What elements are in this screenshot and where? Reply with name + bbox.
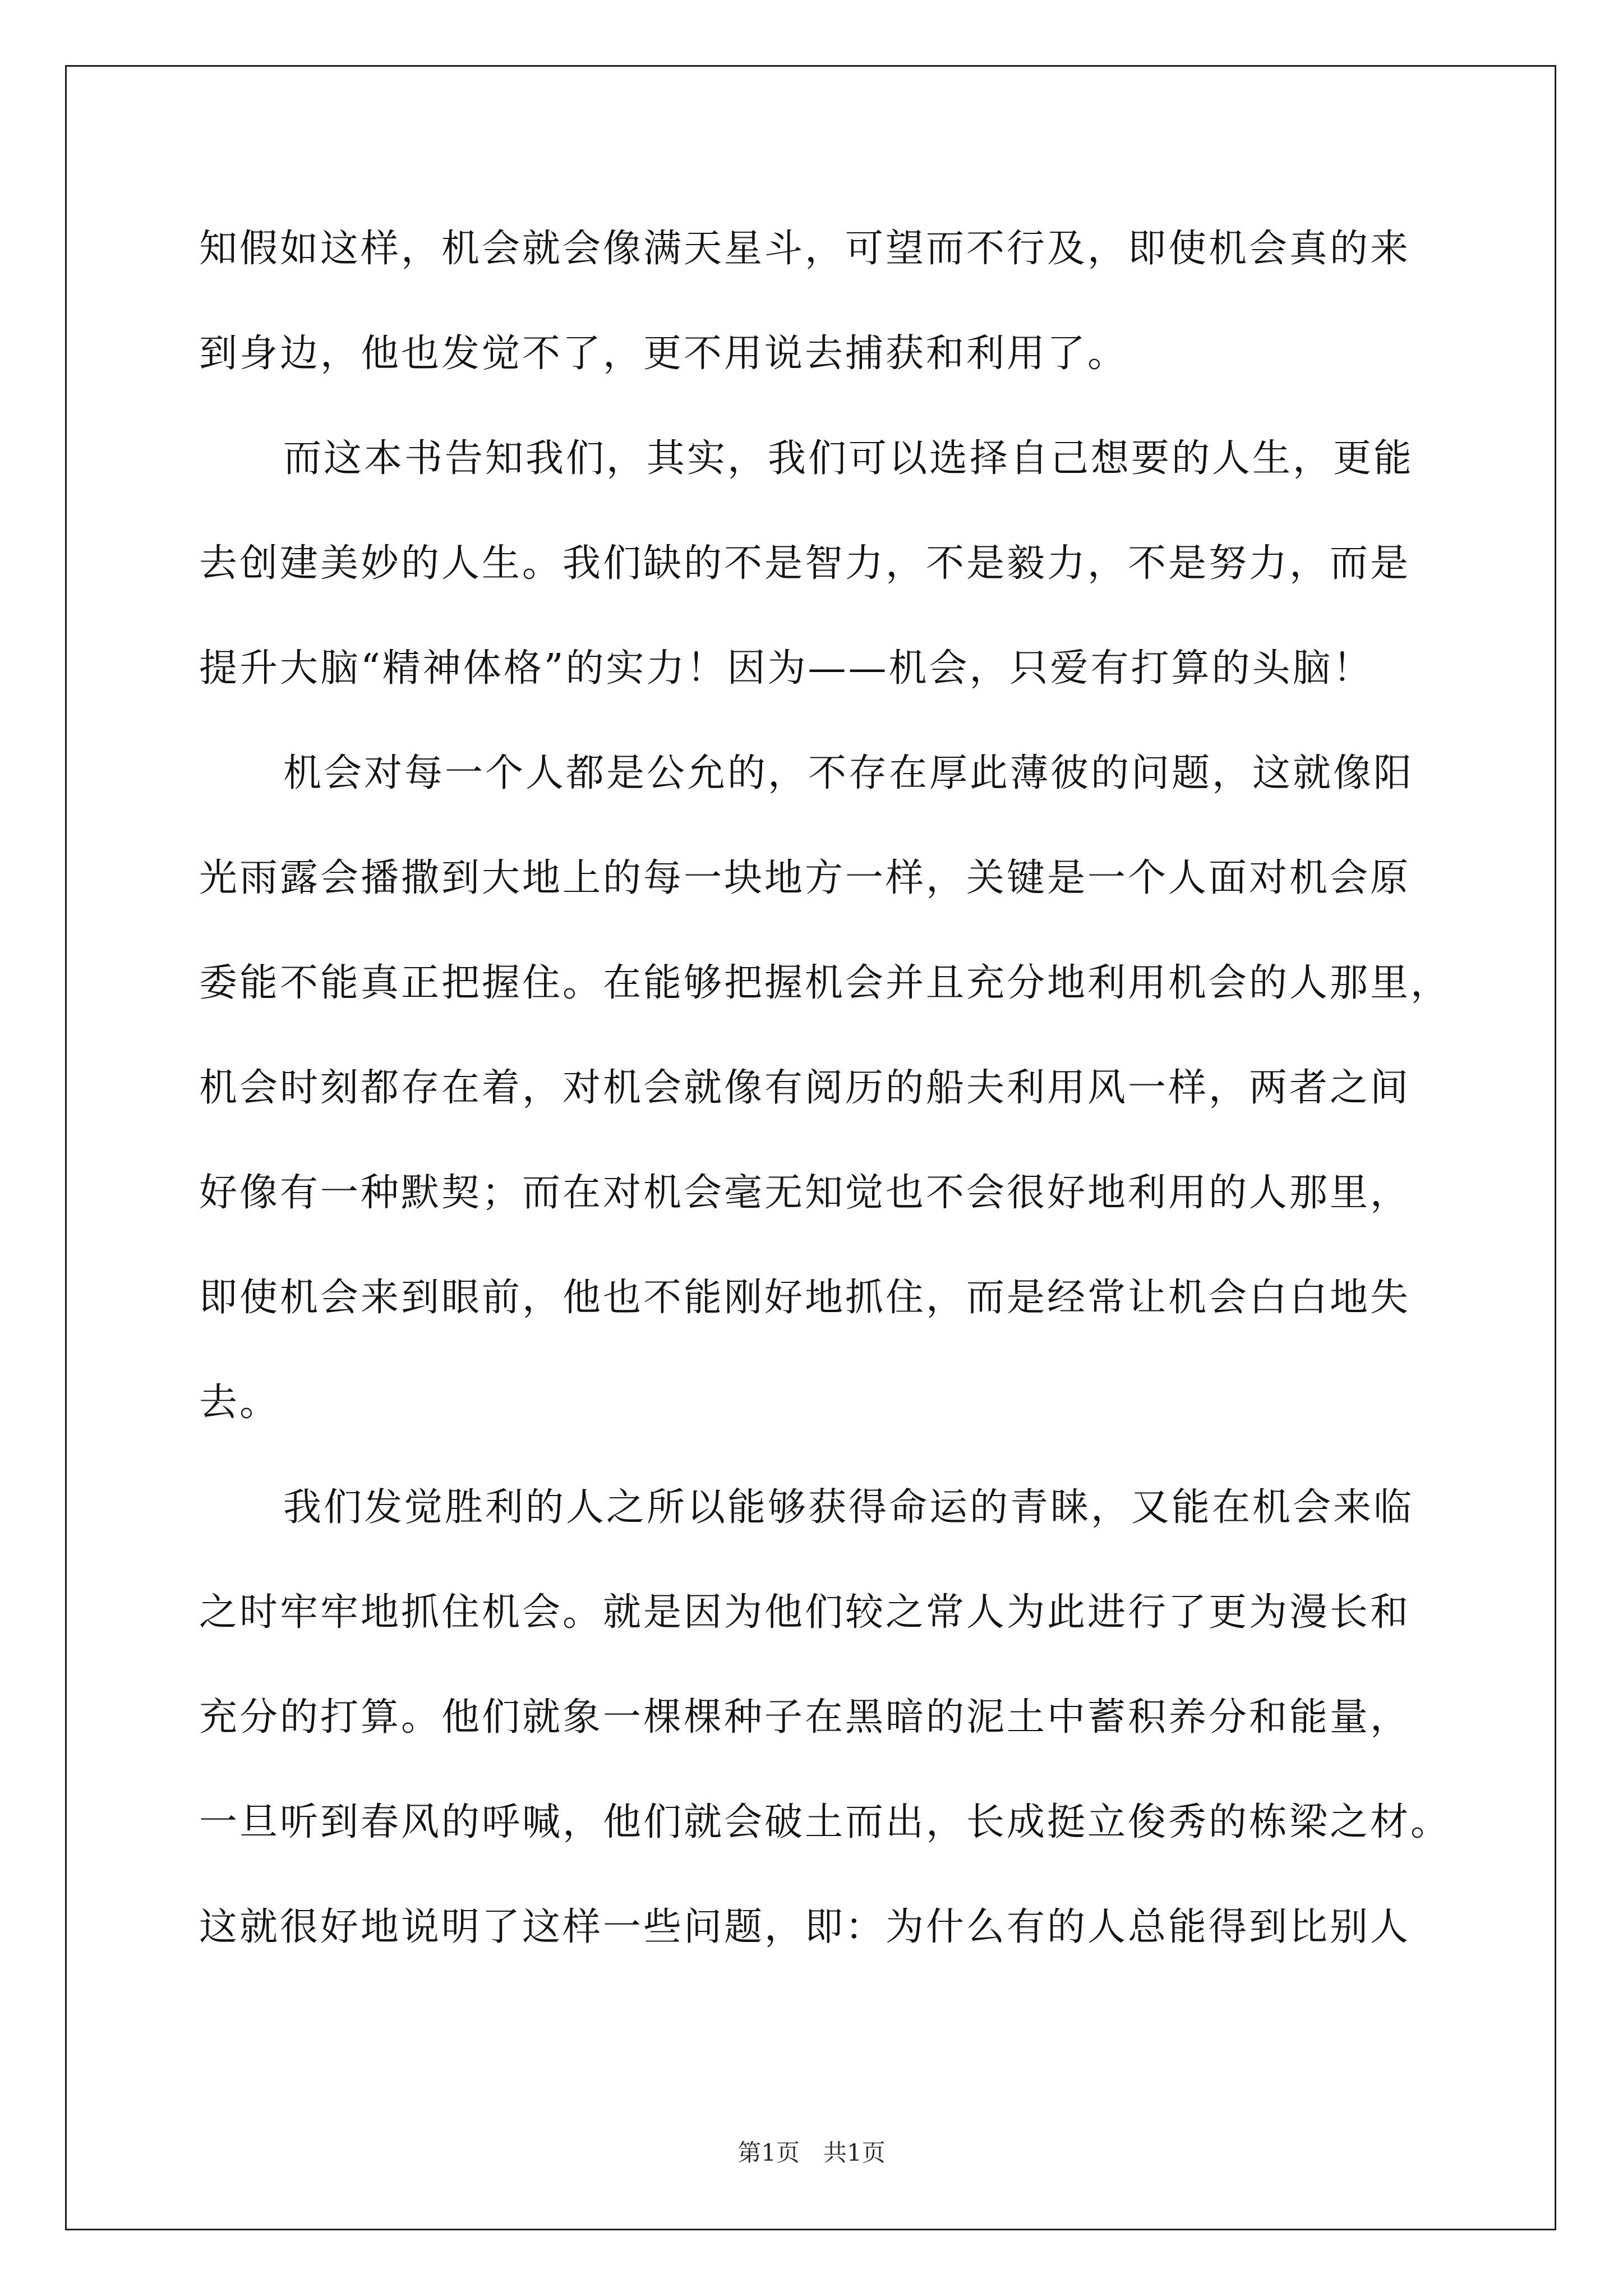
text-line: 去。	[199, 1381, 280, 1425]
text-line: 一旦听到春风的呼喊，他们就会破土而出，长成挺立俊秀的栋梁之材。	[199, 1800, 1451, 1844]
paragraph-4	[199, 1478, 1451, 2002]
text-line: 这就很好地说明了这样一些问题，即：为什么有的人总能得到比别人	[199, 1905, 1411, 1949]
text-line: 即使机会来到眼前，他也不能刚好地抓住，而是经常让机会白白地失	[199, 1276, 1411, 1320]
paragraph-1	[199, 219, 1433, 429]
text-line: 委能不能真正把握住。在能够把握机会并且充分地利用机会的人那里，	[199, 961, 1451, 1005]
text-line: 机会时刻都存在着，对机会就像有阅历的船夫利用风一样，两者之间	[199, 1066, 1411, 1110]
paragraph-3	[199, 743, 1451, 1478]
text-line: 我们发觉胜利的人之所以能够获得命运的青睐，又能在机会来临	[283, 1485, 1414, 1530]
text-line: 充分的打算。他们就象一棵棵种子在黑暗的泥土中蓄积养分和能量，	[199, 1695, 1411, 1740]
text-line: 到身边，他也发觉不了，更不用说去捕获和利用了。	[199, 332, 1128, 376]
text-line: 光雨露会播撒到大地上的每一块地方一样，关键是一个人面对机会原	[199, 856, 1411, 900]
page-number-footer: 第1页 共1页	[737, 2139, 886, 2166]
text-line: 好像有一种默契；而在对机会毫无知觉也不会很好地利用的人那里，	[199, 1171, 1411, 1215]
text-line: 机会对每一个人都是公允的，不存在厚此薄彼的问题，这就像阳	[283, 751, 1414, 795]
text-line: 去创建美妙的人生。我们缺的不是智力，不是毅力，不是努力，而是	[199, 541, 1411, 586]
text-line: 之时牢牢地抓住机会。就是因为他们较之常人为此进行了更为漫长和	[199, 1590, 1411, 1635]
text-line: 知假如这样，机会就会像满天星斗，可望而不行及，即使机会真的来	[199, 227, 1411, 271]
document-body	[199, 219, 1451, 2002]
paragraph-2	[199, 429, 1433, 743]
text-line: 而这本书告知我们，其实，我们可以选择自己想要的人生，更能	[283, 436, 1414, 481]
text-line: 提升大脑“精神体格”的实力！因为——机会，只爱有打算的头脑！	[199, 646, 1373, 691]
